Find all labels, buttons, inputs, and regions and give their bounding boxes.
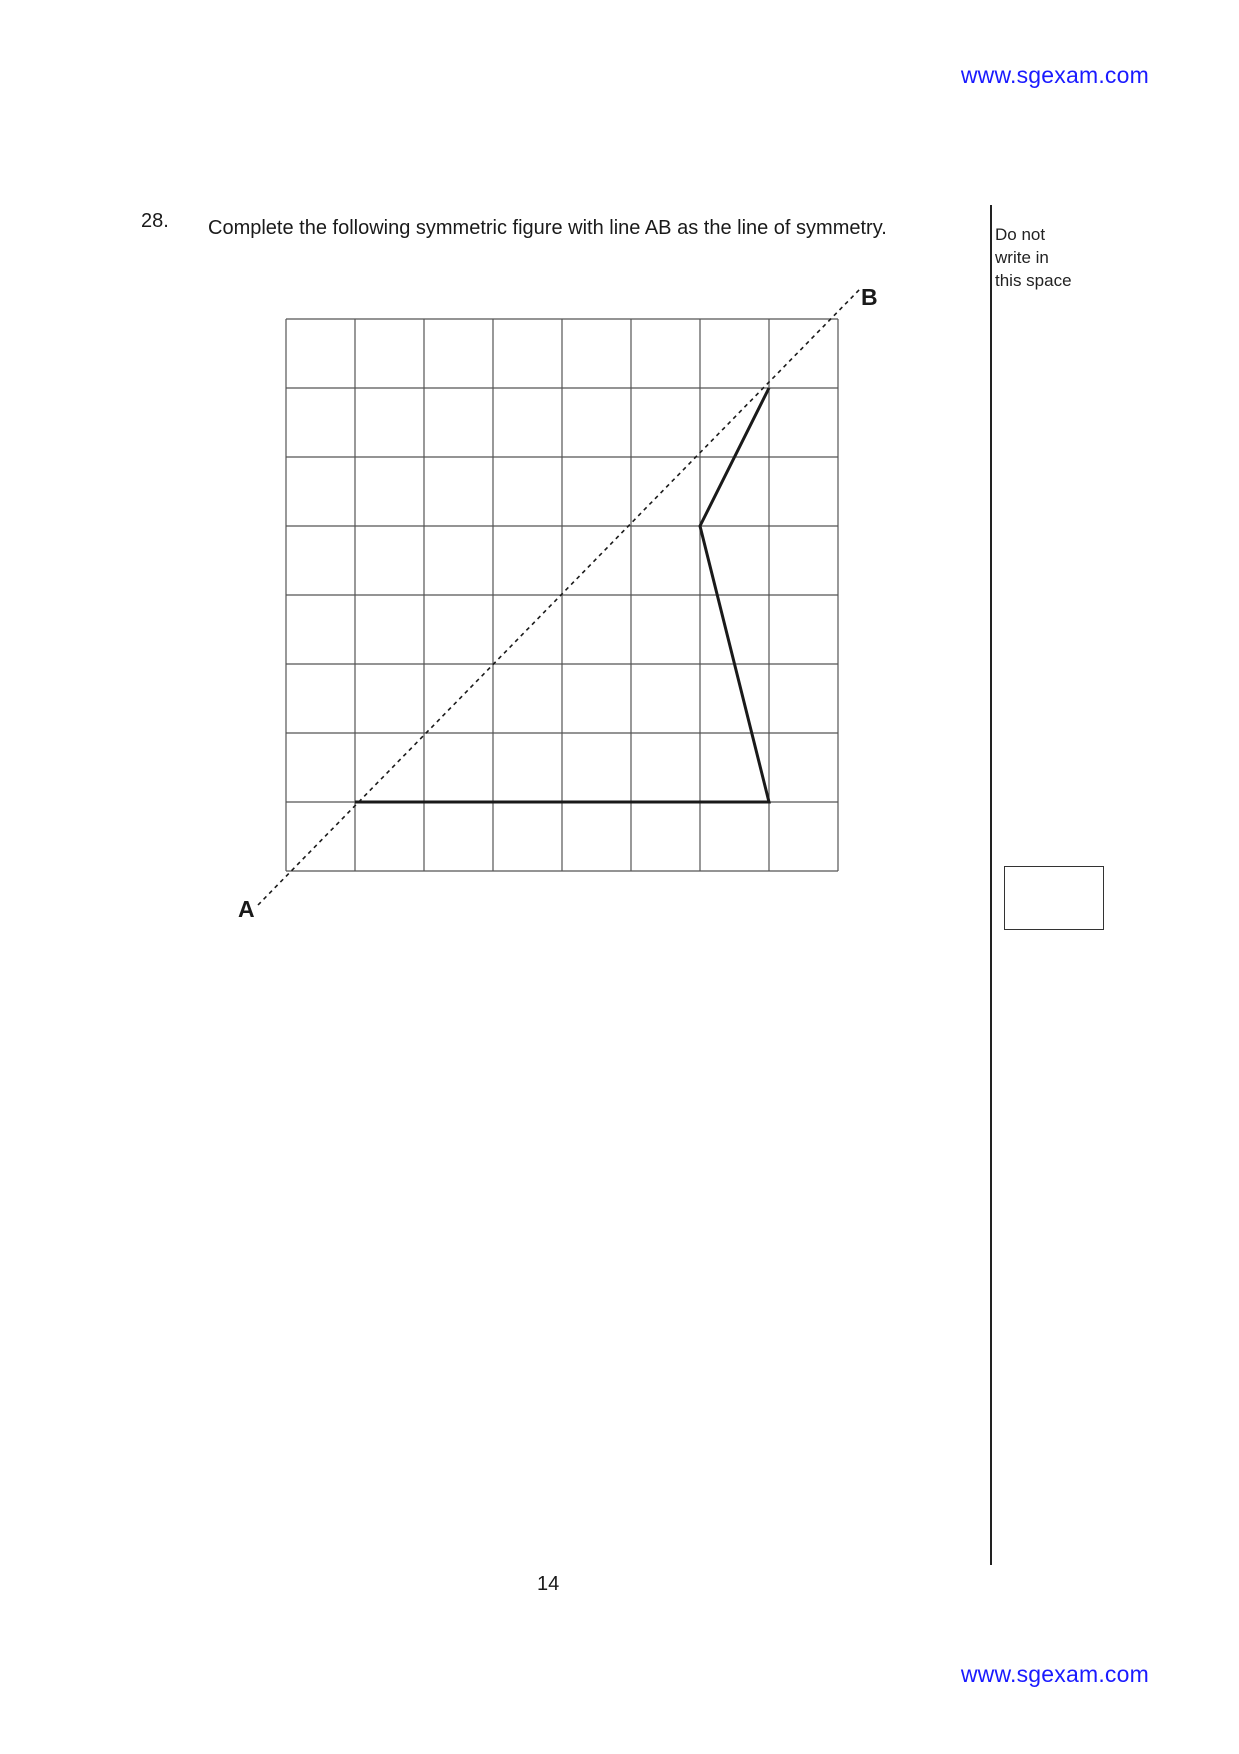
margin-note-line-3: this space [995, 271, 1072, 290]
site-link-bottom[interactable]: www.sgexam.com [960, 1661, 1149, 1687]
site-link-top[interactable]: www.sgexam.com [960, 62, 1149, 88]
question-number: 28. [141, 210, 169, 232]
margin-note-line-1: Do not [995, 225, 1046, 244]
margin-note-line-2: write in [995, 248, 1049, 267]
question-text: Complete the following symmetric figure with line AB as the line of symmetry. [208, 217, 887, 239]
point-b-label: B [861, 284, 878, 310]
point-a-label: A [238, 896, 255, 922]
line-of-symmetry-ab [258, 289, 860, 905]
page-number: 14 [537, 1573, 560, 1595]
